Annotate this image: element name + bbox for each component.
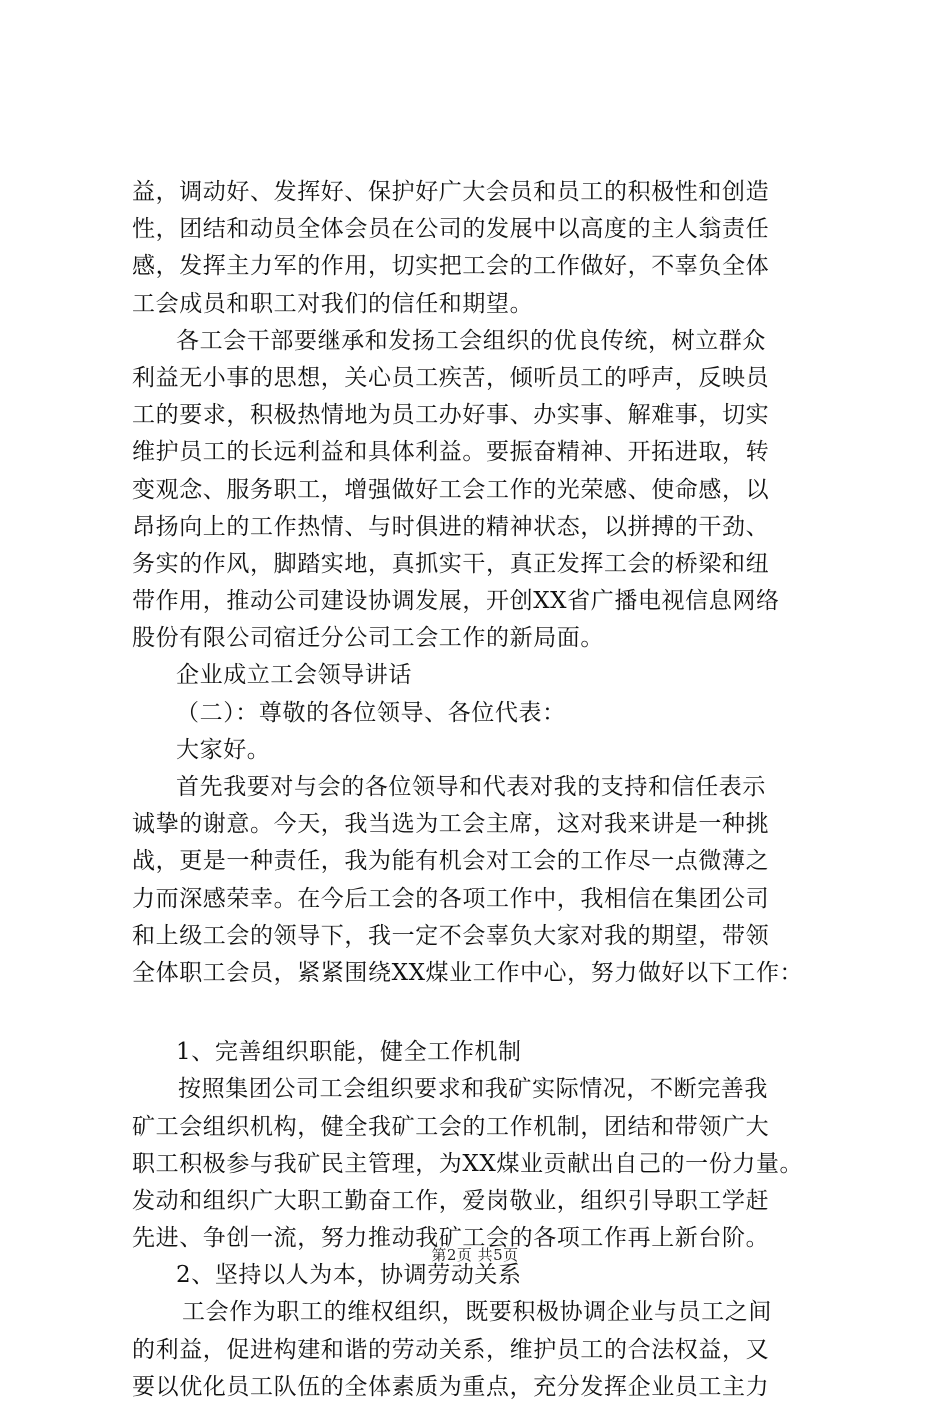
- section-title: 企业成立工会领导讲话: [176, 662, 412, 689]
- text-line: 发动和组织广大职工勤奋工作，爱岗敬业，组织引导职工学赶: [132, 1187, 770, 1214]
- text-line: 性，团结和动员全体会员在公司的发展中以高度的主人翁责任: [132, 216, 770, 243]
- text-line: 诚挚的谢意。今天，我当选为工会主席，这对我来讲是一种挑: [132, 811, 770, 838]
- paragraph-start-line: 工会作为职工的维权组织，既要积极协调企业与员工之间: [182, 1299, 772, 1326]
- text-line: 昂扬向上的工作热情、与时俱进的精神状态，以拼搏的干劲、: [132, 513, 770, 540]
- paragraph-start-line: 各工会干部要继承和发扬工会组织的优良传统，树立群众: [176, 327, 766, 354]
- section-subtitle: （二）：尊敬的各位领导、各位代表：: [176, 699, 566, 726]
- text-line: 务实的作风，脚踏实地，真抓实干，真正发挥工会的桥梁和纽: [132, 550, 770, 577]
- text-line: 要以优化员工队伍的全体素质为重点，充分发挥企业员工主力: [132, 1373, 770, 1400]
- text-line: 职工积极参与我矿民主管理，为XX煤业贡献出自己的一份力量。: [132, 1150, 804, 1177]
- text-line: 的利益，促进构建和谐的劳动关系，维护员工的合法权益，又: [132, 1336, 770, 1363]
- text-line: 工会成员和职工对我们的信任和期望。: [132, 290, 534, 317]
- blank-line: [132, 992, 832, 1034]
- numbered-heading: 2、坚持以人为本，协调劳动关系: [176, 1262, 522, 1289]
- text-line: 维护员工的长远利益和具体利益。要振奋精神、开拓进取，转: [132, 439, 770, 466]
- numbered-heading: 1、完善组织职能，健全工作机制: [176, 1039, 522, 1066]
- text-line: 感，发挥主力军的作用，切实把工会的工作做好，不辜负全体: [132, 253, 770, 280]
- text-line: 力而深感荣幸。在今后工会的各项工作中，我相信在集团公司: [132, 885, 770, 912]
- paragraph-start-line: 按照集团公司工会组织要求和我矿实际情况，不断完善我: [178, 1076, 768, 1103]
- text-line: 全体职工会员，紧紧围绕XX煤业工作中心，努力做好以下工作：: [132, 959, 804, 986]
- text-line: 带作用，推动公司建设协调发展，开创XX省广播电视信息网络: [132, 588, 780, 615]
- text-line: 利益无小事的思想，关心员工疾苦，倾听员工的呼声，反映员: [132, 364, 770, 391]
- page-number-footer: 第2页 共5页: [431, 1246, 519, 1264]
- document-body: [132, 174, 832, 1406]
- text-line: 矿工会组织机构，健全我矿工会的工作机制，团结和带领广大: [132, 1113, 770, 1140]
- text-line: 战，更是一种责任，我为能有机会对工会的工作尽一点微薄之: [132, 848, 770, 875]
- paragraph-start-line: 首先我要对与会的各位领导和代表对我的支持和信任表示: [176, 774, 766, 800]
- text-line: 工的要求，积极热情地为员工办好事、办实事、解难事，切实: [132, 402, 770, 429]
- greeting-line: 大家好。: [176, 736, 271, 763]
- text-line: 益，调动好、发挥好、保护好广大会员和员工的积极性和创造: [132, 179, 770, 205]
- text-line: 股份有限公司宿迁分公司工会工作的新局面。: [132, 625, 604, 652]
- text-line: 先进、争创一流，努力推动我矿工会的各项工作再上新台阶。: [132, 1225, 770, 1252]
- text-line: 和上级工会的领导下，我一定不会辜负大家对我的期望，带领: [132, 922, 770, 949]
- text-line: 变观念、服务职工，增强做好工会工作的光荣感、使命感，以: [132, 476, 770, 503]
